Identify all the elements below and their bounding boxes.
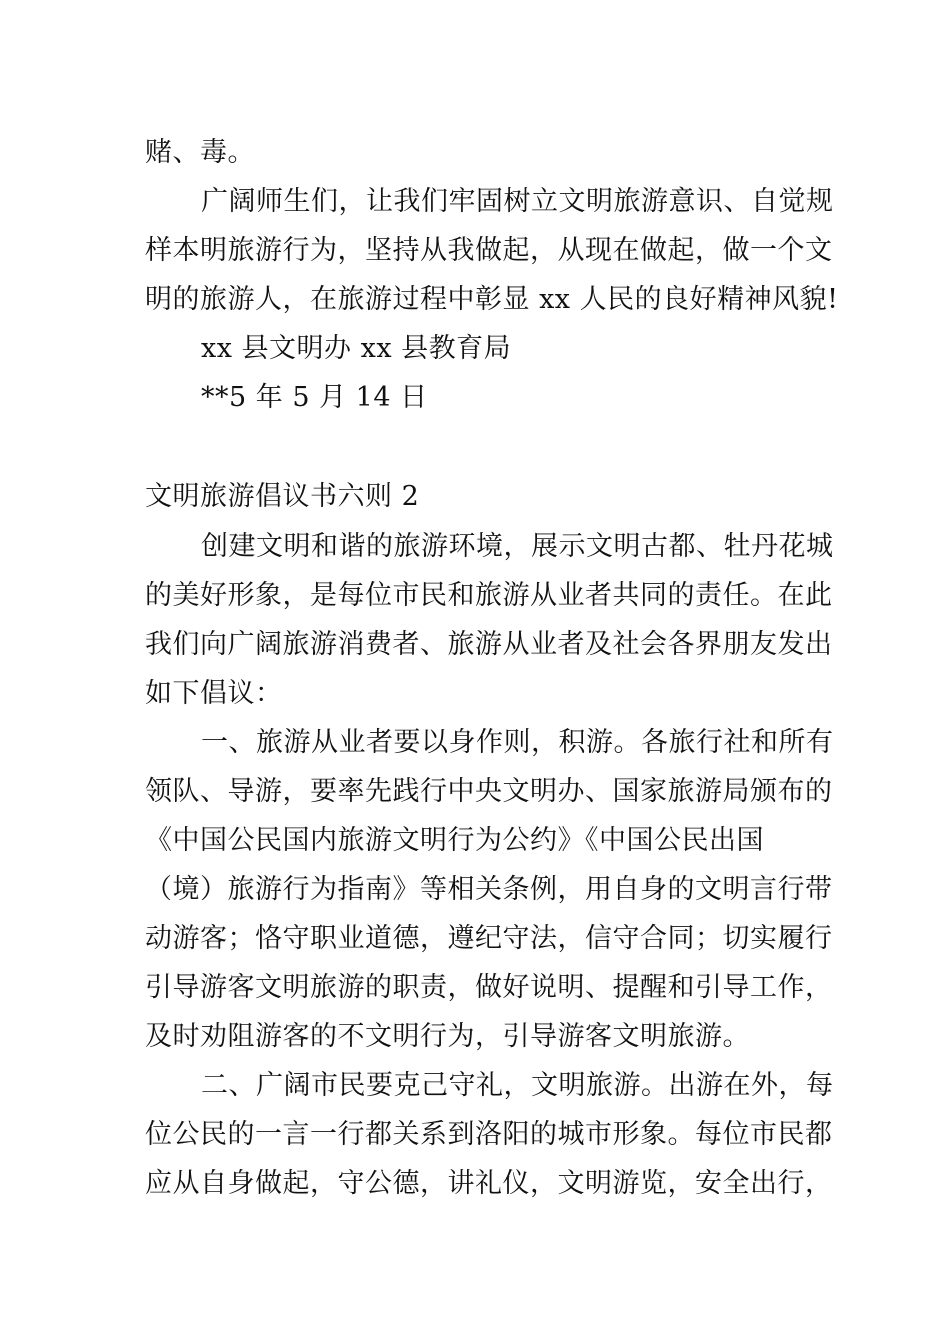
paragraph-3 <box>145 1061 834 1208</box>
text-line: 动游客；恪守职业道德，遵纪守法，信守合同；切实履行 <box>145 923 833 954</box>
text-line: 二、广阔市民要克己守礼，文明旅游。出游在外，每 <box>201 1070 834 1101</box>
section-title: 文明旅游倡议书六则 2 <box>145 481 420 512</box>
text-line: 我们向广阔旅游消费者、旅游从业者及社会各界朋友发出 <box>145 629 833 660</box>
text-line: 一、旅游从业者要以身作则，积游。各旅行社和所有 <box>201 727 834 758</box>
paragraph-2 <box>145 718 834 1061</box>
date: **5 年 5 月 14 日 <box>201 382 428 413</box>
signature: xx 县文明办 xx 县教育局 <box>201 333 512 364</box>
text-line: （境）旅游行为指南》等相关条例，用自身的文明言行带 <box>145 874 833 905</box>
signature-block <box>145 324 810 422</box>
text-line: 赌、毒。 <box>145 137 255 168</box>
text-line: 如下倡议： <box>145 678 283 709</box>
text-line: 应从自身做起，守公德，讲礼仪，文明游览，安全出行， <box>145 1168 833 1199</box>
section-title-block <box>145 472 810 521</box>
paragraph-1 <box>145 522 834 718</box>
text-line: 的美好形象，是每位市民和旅游从业者共同的责任。在此 <box>145 580 833 611</box>
text-line: 位公民的一言一行都关系到洛阳的城市形象。每位市民都 <box>145 1119 833 1150</box>
text-line: 明的旅游人，在旅游过程中彰显 xx 人民的良好精神风貌! <box>145 284 839 315</box>
text-line: 领队、导游，要率先践行中央文明办、国家旅游局颁布的 <box>145 776 833 807</box>
text-line: 及时劝阻游客的不文明行为，引导游客文明旅游。 <box>145 1021 750 1052</box>
text-line: 样本明旅游行为，坚持从我做起，从现在做起，做一个文 <box>145 235 833 266</box>
top-fragment <box>145 128 810 177</box>
text-line: 《中国公民国内旅游文明行为公约》《中国公民出国 <box>145 825 764 856</box>
intro-paragraph <box>145 177 839 324</box>
text-line: 创建文明和谐的旅游环境，展示文明古都、牡丹花城 <box>201 531 834 562</box>
text-line: 广阔师生们，让我们牢固树立文明旅游意识、自觉规 <box>201 186 834 217</box>
text-line: 引导游客文明旅游的职责，做好说明、提醒和引导工作， <box>145 972 833 1003</box>
